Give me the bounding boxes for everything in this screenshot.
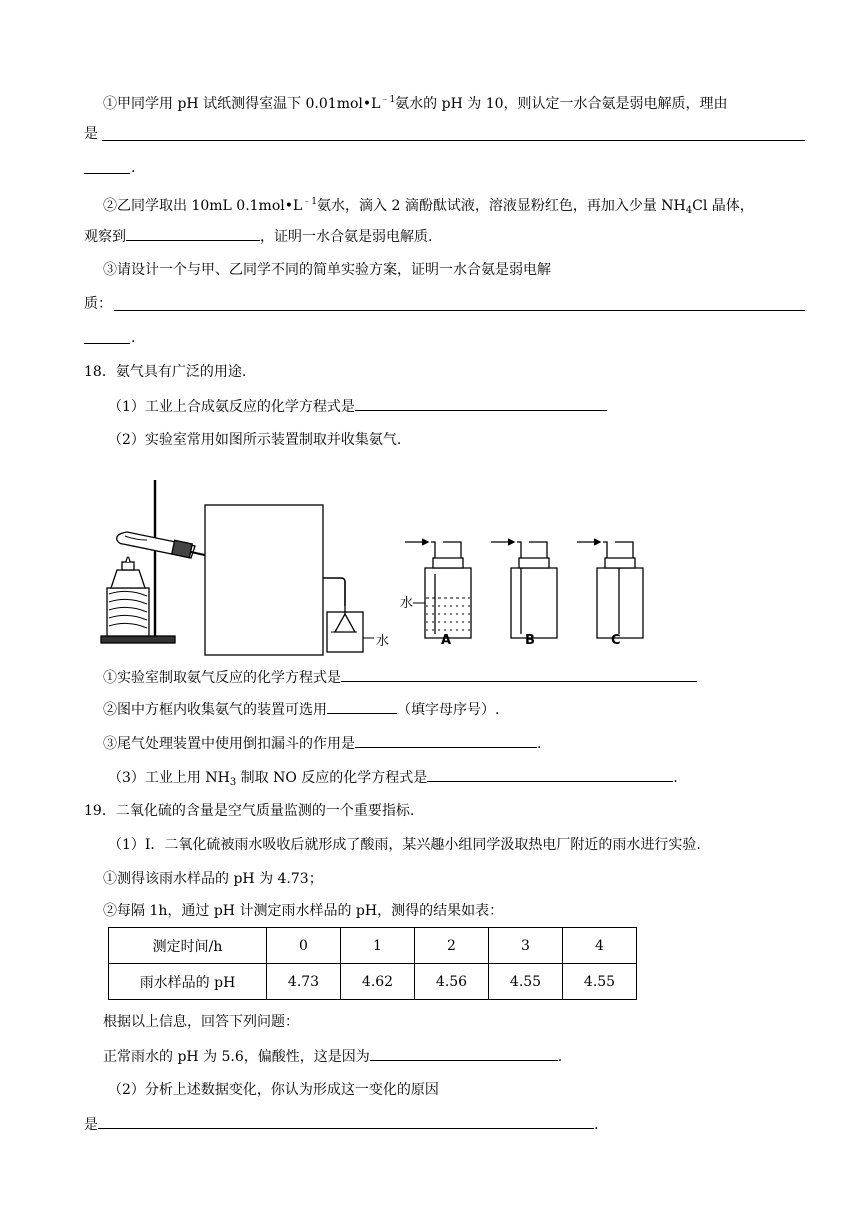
q19-part2-line2-suffix: . [594, 1117, 599, 1133]
ph-measurement-table [108, 927, 637, 1000]
q17-item2-text-b: 氨水，滴入 2 滴酚酞试液，溶液显粉红色，再加入少量 NH [317, 198, 686, 214]
table-header-cell: 测定时间/h [109, 928, 267, 964]
q18-part3 [108, 767, 678, 793]
q18-part3-text-a: （3）工业上用 NH [108, 770, 230, 786]
q18-part3-text-b: 制取 NO 反应的化学方程式是 [236, 770, 428, 786]
test-tube [117, 532, 209, 558]
q18-sub1-answer-blank[interactable] [341, 667, 697, 682]
q19-normal-rain [103, 1046, 562, 1067]
table-cell: 雨水样品的 pH [109, 964, 267, 1000]
q17-item3-line2-prefix: 质： [84, 296, 112, 312]
q19-part2-answer-blank[interactable] [98, 1114, 594, 1129]
ammonia-apparatus-figure [95, 478, 655, 658]
q18-part3-suffix: . [673, 770, 678, 786]
q17-item1-line2-prefix: 是 [84, 126, 98, 142]
bottle-C-label: C [611, 633, 621, 648]
table-row [109, 964, 637, 1000]
q17-item2-text-a: ②乙同学取出 10mL 0.1mol•L [103, 198, 303, 214]
q17-item2-line1 [103, 192, 754, 221]
q18-sub1 [103, 667, 697, 688]
q19-part1: （1）I．二氧化硫被雨水吸收后就形成了酸雨，某兴趣小组同学汲取热电厂附近的雨水进行实验. [108, 837, 701, 853]
q19-part2-line2 [84, 1114, 598, 1135]
table-header-cell: 0 [267, 928, 341, 964]
q17-item2-line2 [84, 226, 432, 247]
bottle-A-label: A [441, 633, 452, 648]
table-cell: 4.55 [489, 964, 563, 1000]
q17-item2-sub: 4 [685, 205, 693, 216]
q18-part1 [108, 396, 607, 417]
gas-bottle-A [405, 539, 471, 638]
q18-sub3-suffix: . [537, 736, 542, 752]
beaker-water-label: 水 [376, 634, 390, 649]
q18-sub3 [103, 733, 541, 754]
q17-item2-line2-suffix: ，证明一水合氨是弱电解质. [260, 229, 433, 245]
q18-sub1-text: ①实验室制取氨气反应的化学方程式是 [103, 670, 341, 686]
q19-sub1: ①测得该雨水样品的 pH 为 4.73； [103, 871, 323, 887]
q19-normal-rain-answer-blank[interactable] [370, 1046, 558, 1061]
q17-item1-line1 [103, 90, 728, 114]
q17-item1-sup: ﹣1 [380, 95, 396, 105]
q17-item2-answer-blank[interactable] [126, 226, 260, 241]
gas-bottle-C [577, 539, 643, 638]
q18-part3-sub: 3 [229, 777, 237, 788]
q17-item1-text-b: 氨水的 pH 为 10，则认定一水合氨是弱电解质，理由 [395, 96, 728, 112]
q19-part2-line2-prefix: 是 [84, 1117, 98, 1133]
q18-part3-answer-blank[interactable] [427, 767, 673, 782]
q17-item3-end: . [131, 330, 136, 346]
q17-item1-text-a: ①甲同学用 pH 试纸测得室温下 0.01mol•L [103, 96, 381, 112]
q17-item2-line2-prefix: 观察到 [84, 229, 126, 245]
q18-sub2-suffix: （填字母序号）. [397, 702, 500, 718]
q18-title: 18．氨气具有广泛的用途. [84, 364, 247, 380]
table-cell: 4.62 [341, 964, 415, 1000]
tail-gas-absorber [323, 578, 374, 652]
q18-sub2-answer-blank[interactable] [327, 699, 397, 714]
q18-sub2-prefix: ②图中方框内收集氨气的装置可选用 [103, 702, 327, 718]
table-header-cell: 2 [415, 928, 489, 964]
table-header-row [109, 928, 637, 964]
gas-bottle-B [491, 539, 557, 638]
q18-part2: （2）实验室常用如图所示装置制取并收集氨气. [108, 432, 402, 448]
alcohol-burner [107, 557, 149, 636]
table-cell: 4.56 [415, 964, 489, 1000]
q18-sub2 [103, 699, 499, 720]
q17-item2-text-c: Cl 晶体， [692, 198, 754, 214]
q17-item3-answer-blank[interactable] [114, 310, 805, 311]
q17-item1-end: . [131, 160, 136, 176]
table-header-cell: 4 [563, 928, 637, 964]
q19-title: 19．二氧化硫的含量是空气质量监测的一个重要指标. [84, 803, 415, 819]
q17-item3-line1: ③请设计一个与甲、乙同学不同的简单实验方案，证明一水合氨是弱电解 [103, 262, 551, 278]
collection-box [205, 505, 323, 655]
q17-item1-answer-blank-cont[interactable] [84, 173, 130, 174]
q18-part1-answer-blank[interactable] [355, 396, 607, 411]
q18-sub3-prefix: ③尾气处理装置中使用倒扣漏斗的作用是 [103, 736, 355, 752]
q19-after-table: 根据以上信息，回答下列问题： [103, 1014, 299, 1030]
bottle-B-label: B [525, 633, 535, 648]
table-header-cell: 1 [341, 928, 415, 964]
q19-normal-rain-prefix: 正常雨水的 pH 为 5.6，偏酸性，这是因为 [103, 1049, 370, 1065]
q19-part2: （2）分析上述数据变化，你认为形成这一变化的原因 [108, 1082, 439, 1098]
table-header-cell: 3 [489, 928, 563, 964]
q18-sub3-answer-blank[interactable] [355, 733, 537, 748]
table-cell: 4.55 [563, 964, 637, 1000]
q17-item2-sup: ﹣1 [302, 197, 318, 207]
table-cell: 4.73 [267, 964, 341, 1000]
q17-item3-answer-blank-cont[interactable] [84, 343, 130, 344]
q19-sub2: ②每隔 1h，通过 pH 计测定雨水样品的 pH，测得的结果如表： [103, 903, 504, 919]
q19-normal-rain-suffix: . [557, 1049, 563, 1065]
bottle-A-water-label: 水 [400, 596, 414, 611]
q18-part1-text: （1）工业上合成氨反应的化学方程式是 [108, 399, 355, 415]
q17-item1-answer-blank[interactable] [102, 140, 805, 141]
